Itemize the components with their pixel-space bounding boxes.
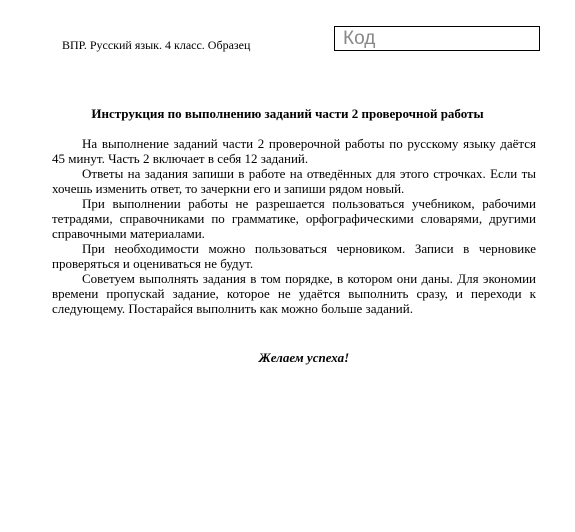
instruction-paragraph: При выполнении работы не разрешается пользоваться учебником, рабочими тетрадями, справочниками по грамматике, орфографическими словарями, другими справочными материалами. bbox=[52, 196, 536, 241]
code-field-label: Код bbox=[343, 28, 376, 49]
instruction-paragraph: При необходимости можно пользоваться черновиком. Записи в черновике проверяться и оцениваться не будут. bbox=[52, 241, 536, 271]
code-field[interactable] bbox=[334, 26, 540, 51]
document-header-label: ВПР. Русский язык. 4 класс. Образец bbox=[62, 38, 251, 52]
instruction-paragraph: Ответы на задания запиши в работе на отведённых для этого строчках. Если ты хочешь изменить ответ, то зачеркни его и запиши рядом новый. bbox=[52, 166, 536, 196]
instruction-paragraph: Советуем выполнять задания в том порядке, в котором они даны. Для экономии времени пропускай задание, которое не удаётся выполнить сразу, и переходи к следующему. Постарайся выполнить как можно больше заданий. bbox=[52, 271, 536, 316]
instruction-body bbox=[52, 136, 536, 316]
instruction-paragraph: На выполнение заданий части 2 проверочной работы по русскому языку даётся 45 минут. Часть 2 включает в себя 12 заданий. bbox=[52, 136, 536, 166]
instruction-title: Инструкция по выполнению заданий части 2 проверочной работы bbox=[91, 106, 484, 121]
closing-wish: Желаем успеха! bbox=[258, 350, 350, 365]
